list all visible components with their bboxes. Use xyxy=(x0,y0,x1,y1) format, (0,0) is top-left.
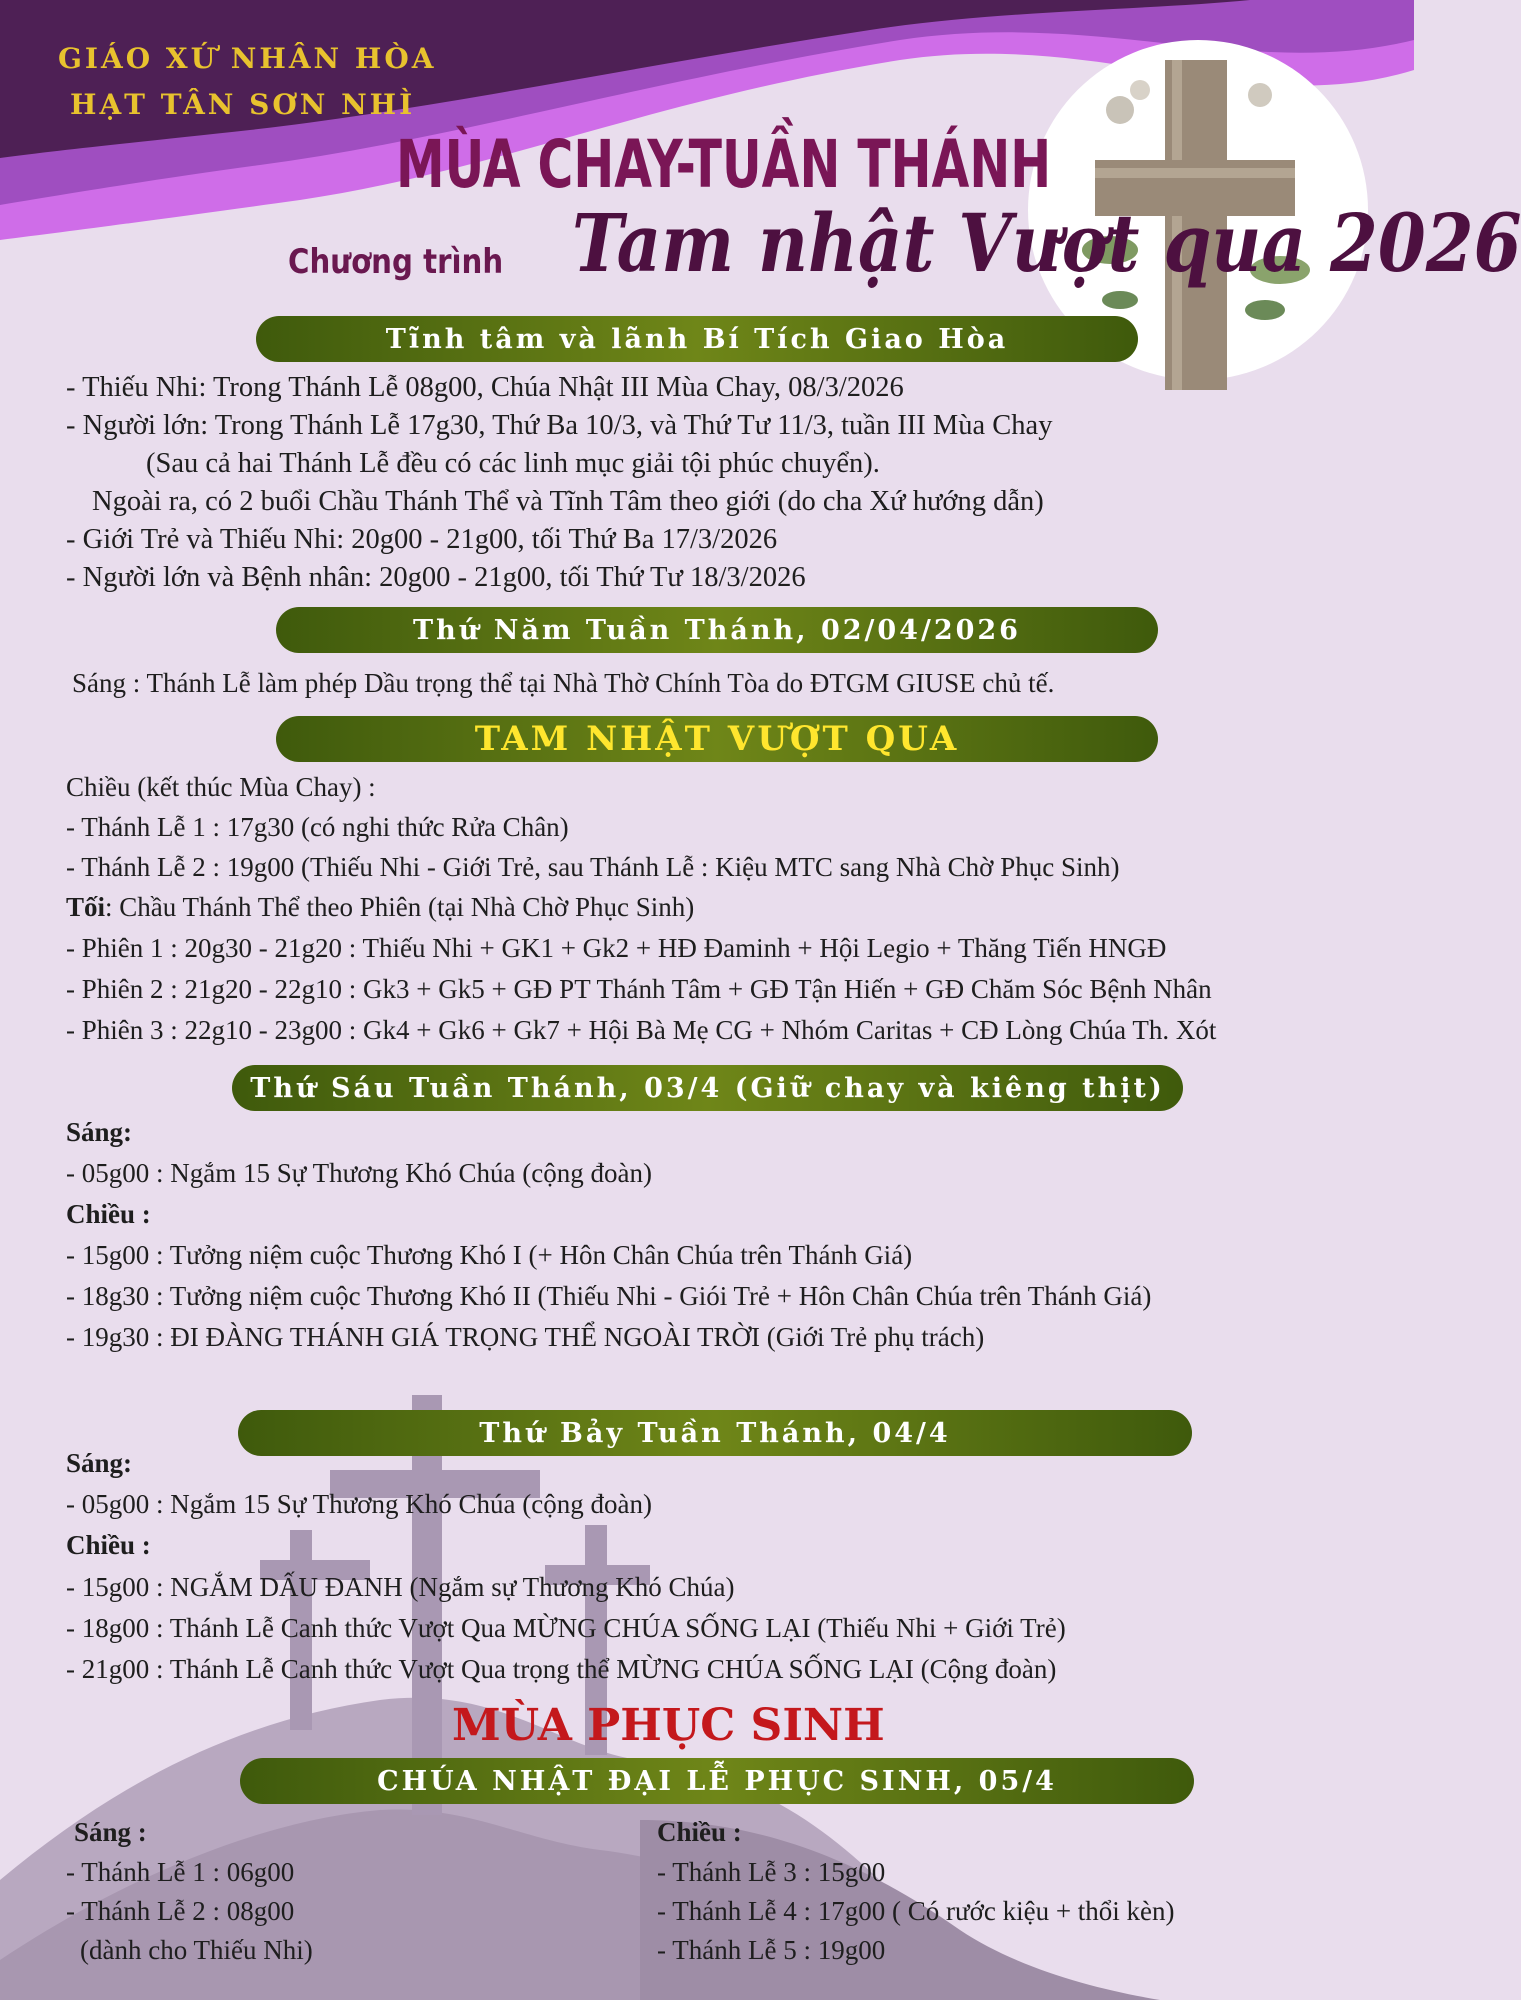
easter-afternoon-3: - Thánh Lễ 5 : 19g00 xyxy=(657,1935,886,1965)
triduum-mass-1: - Thánh Lễ 1 : 17g30 (có nghi thức Rửa Chân) xyxy=(66,812,569,842)
easter-afternoon-2: - Thánh Lễ 4 : 17g00 ( Có rước kiệu + thổi kèn) xyxy=(657,1896,1175,1926)
triduum-evening-label: Tối xyxy=(66,892,106,922)
program-label: Chương trình xyxy=(288,242,504,282)
triduum-mass-2: - Thánh Lễ 2 : 19g00 (Thiếu Nhi - Giới Trẻ, sau Thánh Lễ : Kiệu MTC sang Nhà Chờ Phục Sinh) xyxy=(66,852,1120,882)
retreat-line-4: Ngoài ra, có 2 buổi Chầu Thánh Thể và Tĩnh Tâm theo giới (do cha Xứ hướng dẫn) xyxy=(92,486,1044,517)
triduum-afternoon-label: Chiều (kết thúc Mùa Chay) : xyxy=(66,772,376,802)
retreat-line-3: (Sau cả hai Thánh Lễ đều có các linh mục giải tội phúc chuyển). xyxy=(146,448,880,479)
banner-retreat: Tĩnh tâm và lãnh Bí Tích Giao Hòa xyxy=(256,316,1138,362)
easter-morning-label: Sáng : xyxy=(74,1817,147,1847)
holy-saturday-afternoon-3: - 21g00 : Thánh Lễ Canh thức Vượt Qua trọng thể MỪNG CHÚA SỐNG LẠI (Cộng đoàn) xyxy=(66,1654,1057,1684)
holy-thursday-morning: Sáng : Thánh Lễ làm phép Dầu trọng thể tại Nhà Thờ Chính Tòa do ĐTGM GIUSE chủ tế. xyxy=(72,668,1055,698)
holy-saturday-morning-label: Sáng: xyxy=(66,1448,133,1478)
banner-holy-thursday: Thứ Năm Tuần Thánh, 02/04/2026 xyxy=(276,607,1158,653)
retreat-line-1: - Thiếu Nhi: Trong Thánh Lễ 08g00, Chúa Nhật III Mùa Chay, 08/3/2026 xyxy=(66,372,904,403)
triduum-session-3: - Phiên 3 : 22g10 - 23g00 : Gk4 + Gk6 + Gk7 + Hội Bà Mẹ CG + Nhóm Caritas + CĐ Lòng Chúa Th. Xót xyxy=(66,1015,1217,1045)
easter-morning-1: - Thánh Lễ 1 : 06g00 xyxy=(66,1857,295,1887)
easter-morning-3: (dành cho Thiếu Nhi) xyxy=(80,1935,313,1965)
easter-afternoon-label: Chiều : xyxy=(657,1817,742,1847)
holy-saturday-afternoon-label: Chiều : xyxy=(66,1530,151,1560)
good-friday-morning: - 05g00 : Ngắm 15 Sự Thương Khó Chúa (cộng đoàn) xyxy=(66,1158,652,1188)
triduum-evening-text: : Chầu Thánh Thể theo Phiên (tại Nhà Chờ Phục Sinh) xyxy=(105,892,695,922)
holy-saturday-afternoon-2: - 18g00 : Thánh Lễ Canh thức Vượt Qua MỪNG CHÚA SỐNG LẠI (Thiếu Nhi + Giới Trẻ) xyxy=(66,1613,1066,1643)
retreat-line-6: - Người lớn và Bệnh nhân: 20g00 - 21g00, tối Thứ Tư 18/3/2026 xyxy=(66,562,806,593)
good-friday-morning-label: Sáng: xyxy=(66,1117,133,1147)
banner-easter-sunday: CHÚA NHẬT ĐẠI LỄ PHỤC SINH, 05/4 xyxy=(240,1758,1194,1804)
good-friday-afternoon-label: Chiều : xyxy=(66,1199,151,1229)
holy-saturday-afternoon-1: - 15g00 : NGẮM DẤU ĐANH (Ngắm sự Thương Khó Chúa) xyxy=(66,1572,735,1602)
triduum-session-1: - Phiên 1 : 20g30 - 21g20 : Thiếu Nhi + GK1 + Gk2 + HĐ Đaminh + Hội Legio + Thăng Tiến HNGĐ xyxy=(66,933,1167,963)
easter-afternoon-1: - Thánh Lễ 3 : 15g00 xyxy=(657,1857,886,1887)
holy-saturday-morning: - 05g00 : Ngắm 15 Sự Thương Khó Chúa (cộng đoàn) xyxy=(66,1489,652,1519)
triduum-session-2: - Phiên 2 : 21g20 - 22g10 : Gk3 + Gk5 + GĐ PT Thánh Tâm + GĐ Tận Hiến + GĐ Chăm Sóc Bệnh Nhân xyxy=(66,974,1212,1004)
banner-triduum: TAM NHẬT VƯỢT QUA xyxy=(276,716,1158,762)
retreat-line-2: - Người lớn: Trong Thánh Lễ 17g30, Thứ Ba 10/3, và Thứ Tư 11/3, tuần III Mùa Chay xyxy=(66,410,1053,441)
deanery-name: HẠT TÂN SƠN NHÌ xyxy=(70,88,416,121)
triduum-evening xyxy=(66,892,694,923)
easter-season-title: MÙA PHỤC SINH xyxy=(452,1700,885,1751)
main-title: MÙA CHAY-TUẦN THÁNH xyxy=(396,126,1052,203)
parish-name: GIÁO XỨ NHÂN HÒA xyxy=(58,42,437,75)
banner-holy-saturday: Thứ Bảy Tuần Thánh, 04/4 xyxy=(238,1410,1192,1456)
good-friday-afternoon-2: - 18g30 : Tưởng niệm cuộc Thương Khó II (Thiếu Nhi - Giói Trẻ + Hôn Chân Chúa trên Thánh Giá) xyxy=(66,1281,1152,1311)
good-friday-afternoon-1: - 15g00 : Tưởng niệm cuộc Thương Khó I (+ Hôn Chân Chúa trên Thánh Giá) xyxy=(66,1240,913,1270)
good-friday-afternoon-3: - 19g30 : ĐI ĐÀNG THÁNH GIÁ TRỌNG THỂ NGOÀI TRỜI (Giới Trẻ phụ trách) xyxy=(66,1322,985,1352)
banner-good-friday: Thứ Sáu Tuần Thánh, 03/4 (Giữ chay và kiêng thịt) xyxy=(232,1065,1183,1111)
easter-morning-2: - Thánh Lễ 2 : 08g00 xyxy=(66,1896,295,1926)
script-title: Tam nhật Vượt qua 2026 xyxy=(572,196,1521,290)
retreat-line-5: - Giới Trẻ và Thiếu Nhi: 20g00 - 21g00, tối Thứ Ba 17/3/2026 xyxy=(66,524,778,555)
